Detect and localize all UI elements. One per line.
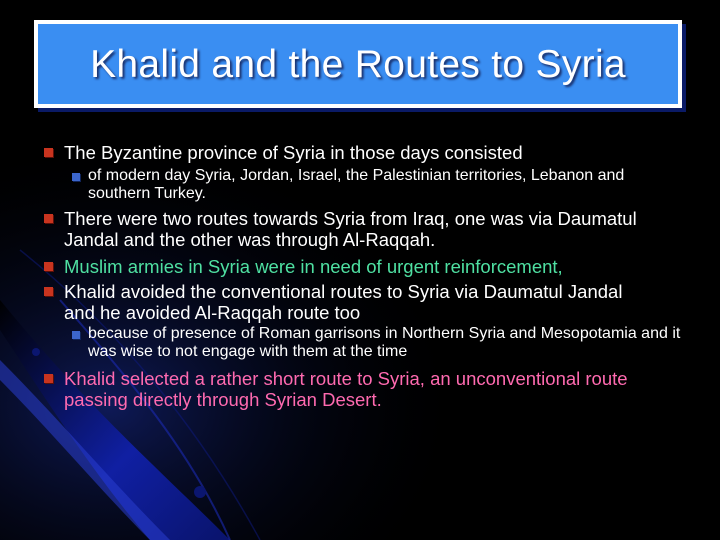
square-bullet-icon — [44, 374, 53, 383]
square-bullet-icon — [44, 262, 53, 271]
title-banner — [34, 20, 682, 108]
square-bullet-icon — [44, 148, 53, 157]
slide-title: Khalid and the Routes to Syria — [90, 42, 626, 86]
square-bullet-icon — [72, 331, 80, 339]
square-bullet-icon — [44, 287, 53, 296]
square-bullet-icon — [72, 173, 80, 181]
bullet-item — [44, 208, 674, 250]
bullet-text: Muslim armies in Syria were in need of urgent reinforcement, — [64, 256, 563, 277]
bullet-item — [44, 281, 654, 323]
sub-bullet-text: because of presence of Roman garrisons in Northern Syria and Mesopotamia and it was wise to not engage with them at the time — [88, 325, 681, 360]
bullet-text: The Byzantine province of Syria in those days consisted — [64, 142, 523, 163]
sub-bullet-text: of modern day Syria, Jordan, Israel, the Palestinian territories, Lebanon and southern Turkey. — [88, 167, 625, 202]
bullet-item — [44, 368, 674, 410]
bullet-item — [44, 256, 704, 277]
bullet-text: Khalid selected a rather short route to Syria, an unconventional route passing directly through Syrian Desert. — [64, 368, 628, 410]
sub-bullet-item — [72, 325, 692, 361]
bullet-text: There were two routes towards Syria from Iraq, one was via Daumatul Jandal and the other was through Al-Raqqah. — [64, 208, 637, 250]
bullet-text: Khalid avoided the conventional routes to Syria via Daumatul Jandal and he avoided Al-Raqqah route too — [64, 281, 623, 323]
bullet-item — [44, 142, 684, 163]
sub-bullet-item — [72, 167, 672, 203]
square-bullet-icon — [44, 214, 53, 223]
